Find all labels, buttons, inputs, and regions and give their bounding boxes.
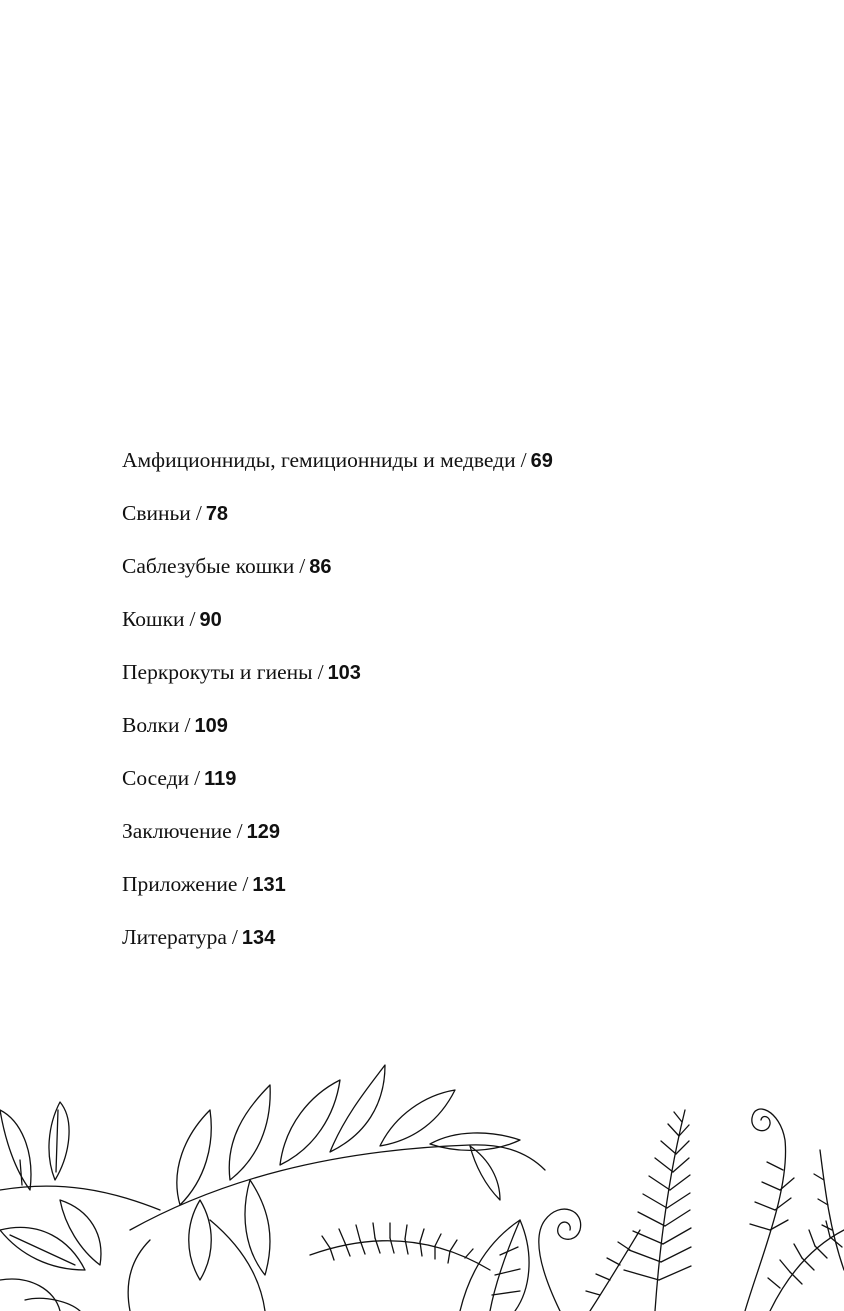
toc-page-number: 131 — [252, 874, 286, 896]
toc-entry-0[interactable] — [122, 442, 553, 495]
toc-entry-title: Соседи — [122, 766, 190, 790]
toc-entry-5[interactable] — [122, 707, 553, 760]
toc-entry-4[interactable] — [122, 654, 553, 707]
toc-entry-title: Амфиционниды, гемиционниды и медведи — [122, 448, 516, 472]
toc-separator: / — [317, 660, 324, 684]
toc-page-number: 78 — [205, 503, 229, 525]
toc-entry-title: Кошки — [122, 607, 185, 631]
toc-page-number: 90 — [199, 609, 222, 631]
fiddlehead-curl-1 — [539, 1209, 581, 1311]
fiddlehead-curl-2 — [745, 1109, 794, 1311]
toc-page-number: 109 — [194, 715, 228, 737]
toc-page-number: 103 — [327, 662, 361, 684]
toc-separator: / — [242, 872, 249, 896]
toc-entry-title: Свиньи — [122, 501, 191, 525]
toc-entry-title: Литература — [122, 925, 227, 949]
palm-frond-leaves — [128, 1065, 545, 1311]
toc-page-number: 86 — [309, 556, 332, 578]
toc-entry-title: Саблезубые кошки — [122, 554, 295, 578]
toc-entry-8[interactable] — [122, 866, 553, 919]
left-branch-leaves — [0, 1102, 160, 1311]
fern-frond-right — [768, 1150, 844, 1311]
toc-separator: / — [194, 766, 201, 790]
toc-entry-1[interactable] — [122, 495, 553, 548]
toc-separator: / — [520, 448, 527, 472]
toc-separator: / — [299, 554, 306, 578]
toc-separator: / — [189, 607, 196, 631]
toc-entry-3[interactable] — [122, 601, 553, 654]
toc-entry-title: Волки — [122, 713, 180, 737]
broad-leaf — [460, 1220, 529, 1311]
toc-separator: / — [184, 713, 191, 737]
table-of-contents — [122, 442, 553, 972]
fern-frond-low — [310, 1223, 490, 1270]
fern-frond-tall — [586, 1110, 691, 1311]
toc-entry-title: Перкрокуты и гиены — [122, 660, 313, 684]
toc-page-number: 129 — [246, 821, 281, 843]
toc-entry-title: Заключение — [122, 819, 232, 843]
toc-entry-title: Приложение — [122, 872, 238, 896]
toc-separator: / — [195, 501, 202, 525]
toc-page-number: 134 — [241, 927, 276, 949]
toc-entry-9[interactable] — [122, 919, 553, 972]
toc-entry-6[interactable] — [122, 760, 553, 813]
toc-separator: / — [236, 819, 243, 843]
toc-entry-7[interactable] — [122, 813, 553, 866]
toc-entry-2[interactable] — [122, 548, 553, 601]
toc-page-number: 69 — [530, 450, 553, 472]
toc-page-number: 119 — [204, 768, 237, 790]
toc-separator: / — [231, 925, 238, 949]
botanical-foliage-illustration — [0, 1040, 844, 1311]
